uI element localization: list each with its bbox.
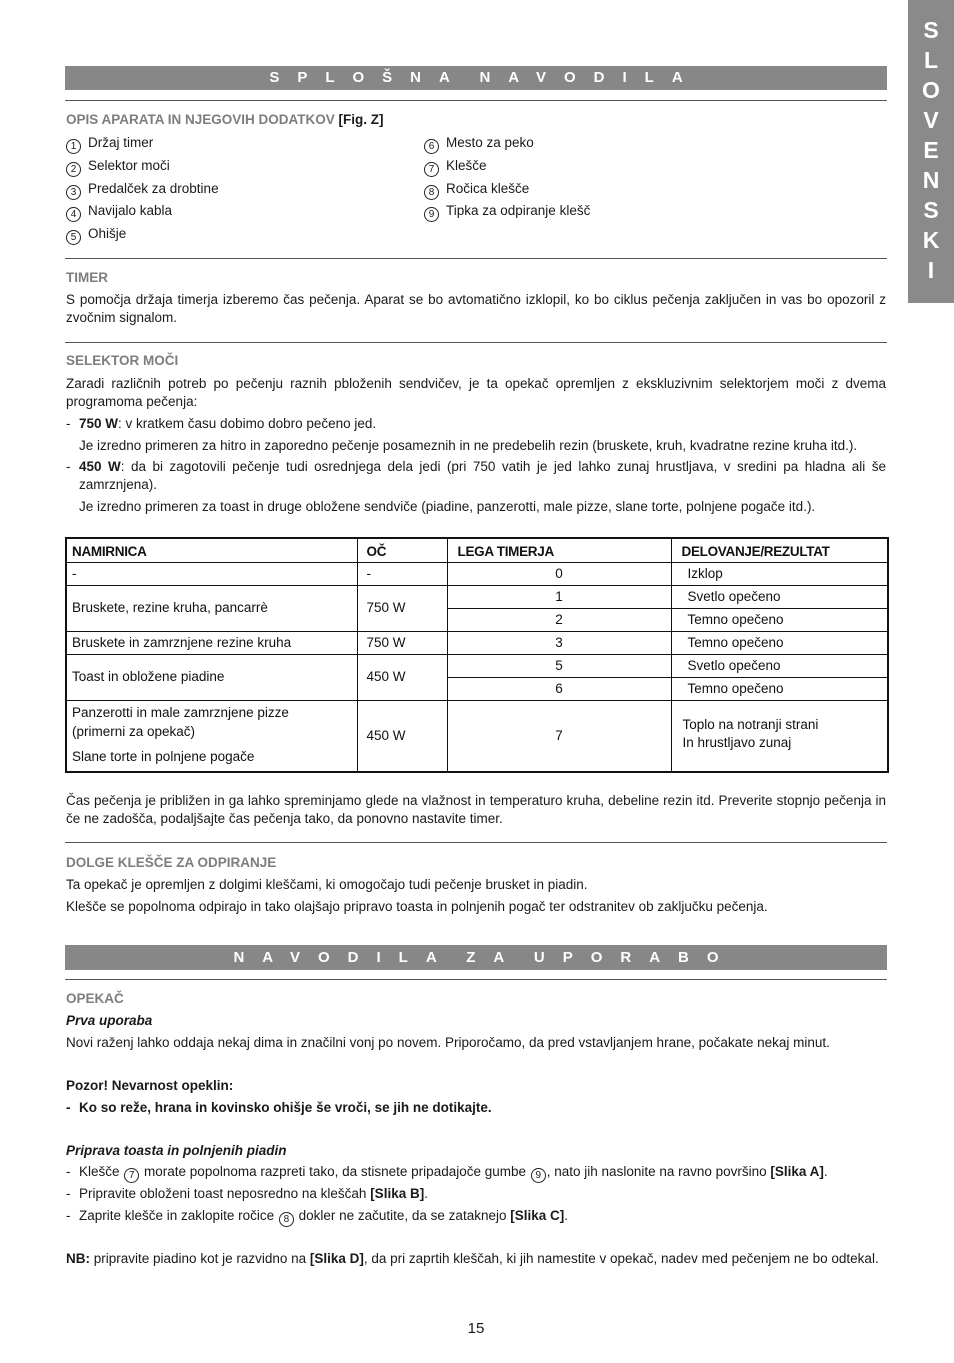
food-cell: Toast in obložene piadine — [66, 654, 357, 700]
power-option-750 — [66, 415, 886, 433]
warning-item — [66, 1099, 886, 1117]
step-text: Klešče — [79, 1164, 124, 1179]
part-item — [424, 155, 590, 178]
food-line: (primerni za opekač) — [72, 723, 196, 739]
bullet-dash: - — [66, 1186, 71, 1201]
part-item — [66, 132, 219, 155]
section-divider — [65, 258, 887, 259]
part-item — [424, 200, 590, 223]
part-label: Držaj timer — [88, 135, 154, 150]
parts-list-left — [66, 132, 219, 246]
part-label: Navijalo kabla — [88, 203, 173, 219]
figure-reference: [Slika A] — [770, 1164, 824, 1179]
column-header-result: DELOVANJE/REZULTAT — [671, 538, 888, 562]
timer-position-cell: 6 — [447, 677, 671, 700]
part-item — [424, 132, 590, 155]
food-cell: - — [66, 562, 357, 585]
column-header-timer-position: LEGA TIMERJA — [447, 538, 671, 562]
bullet-dash: - — [66, 1208, 71, 1223]
part-label: Selektor moči — [88, 157, 170, 173]
warning-title: Pozor! Nevarnost opeklin: — [66, 1078, 234, 1093]
part-number-badge: 9 — [531, 1168, 546, 1183]
tongs-text-line: Klešče se popolnoma odpirajo in tako olajšajo pripravo toasta in polnjenih pogač ter odstranitev ob zaključku pečenja. — [66, 899, 768, 914]
toaster-heading: OPEKAČ — [66, 991, 124, 1006]
power-cell: 450 W — [357, 654, 447, 700]
section-divider — [65, 842, 887, 843]
power-cell: - — [357, 562, 447, 585]
table-row — [66, 654, 888, 677]
note-label: NB: — [66, 1251, 90, 1266]
part-label: Mesto za peko — [446, 135, 534, 150]
section-divider — [65, 342, 887, 343]
table-header-row — [66, 538, 888, 562]
section-title-general: SPLOŠNA NAVODILA — [65, 66, 887, 90]
column-header-food: NAMIRNICA — [66, 538, 357, 562]
part-label: Tipka za odpiranje klešč — [446, 203, 591, 219]
note-text: , da pri zaprtih kleščah, ki jih namestite v opekač, nadev med pečenjem ne bo odtekal. — [363, 1251, 879, 1266]
language-tab-letter: S — [923, 17, 939, 43]
step-text: Zaprite klešče in zaklopite ročice — [79, 1208, 278, 1223]
power-cell: 450 W — [357, 700, 447, 772]
figure-reference: [Slika D] — [309, 1251, 364, 1266]
part-number-badge: 5 — [66, 230, 81, 245]
power-cell: 750 W — [357, 631, 447, 654]
table-row — [66, 631, 888, 654]
figure-reference: [Fig. Z] — [338, 112, 384, 127]
timer-position-cell: 5 — [447, 654, 671, 677]
section-title-usage: NAVODILA ZA UPORABO — [65, 945, 887, 970]
result-cell: Svetlo opečeno — [671, 654, 888, 677]
food-cell: Bruskete in zamrznjene rezine kruha — [66, 631, 357, 654]
part-label: Klešče — [446, 157, 487, 173]
first-use-text: Novi raženj lahko oddaja nekaj dima in značilni vonj po novem. Priporočamo, da pred vstavljanjem hrane, počakate nekaj minut. — [66, 1035, 830, 1050]
part-item — [424, 178, 590, 201]
part-number-badge: 7 — [424, 162, 439, 177]
result-cell: Temno opečeno — [671, 631, 888, 654]
table-row — [66, 585, 888, 608]
power-option-note: Je izredno primeren za toast in druge obložene sendviče (piadine, panzerotti, male pizze, slane torte, polnjene pogače itd.). — [79, 499, 816, 514]
figure-reference: [Slika C] — [510, 1208, 565, 1223]
part-item — [66, 223, 219, 246]
power-selector-heading: SELEKTOR MOČI — [66, 353, 179, 368]
part-number-badge: 9 — [424, 207, 439, 222]
part-number-badge: 7 — [124, 1168, 139, 1183]
bullet-dash: - — [66, 416, 71, 431]
preparation-step — [66, 1163, 886, 1183]
part-label: Ročica klešče — [446, 180, 530, 196]
description-heading — [66, 111, 886, 129]
part-label: Predalček za drobtine — [88, 180, 219, 196]
power-description: : v kratkem času dobimo dobro pečeno jed. — [118, 416, 377, 431]
preparation-step — [66, 1185, 886, 1203]
part-item — [66, 178, 219, 201]
power-value: 750 W — [79, 416, 119, 431]
step-text: . — [564, 1208, 569, 1223]
part-number-badge: 3 — [66, 185, 81, 200]
bullet-dash: - — [66, 1100, 71, 1115]
tongs-text-line: Ta opekač je opremljen z dolgimi kleščami, ki omogočajo tudi pečenje brusket in piadin. — [66, 877, 588, 892]
step-text: dokler ne začutite, da se zataknejo — [294, 1208, 511, 1223]
food-cell: Bruskete, rezine kruha, pancarrè — [66, 585, 357, 631]
figure-reference: [Slika B] — [370, 1186, 425, 1201]
power-cell: 750 W — [357, 585, 447, 631]
part-label: Ohišje — [88, 226, 127, 241]
part-number-badge: 6 — [424, 139, 439, 154]
power-value: 450 W — [79, 459, 121, 474]
part-item — [66, 200, 219, 223]
timer-position-cell: 1 — [447, 585, 671, 608]
result-cell: Temno opečeno — [671, 677, 888, 700]
part-number-badge: 1 — [66, 139, 81, 154]
table-row — [66, 562, 888, 585]
food-cell — [66, 700, 357, 772]
warning-text: Ko so reže, hrana in kovinsko ohišje še vroči, se jih ne dotikajte. — [79, 1100, 492, 1115]
result-cell: Temno opečeno — [671, 608, 888, 631]
timer-position-cell: 2 — [447, 608, 671, 631]
note-paragraph — [66, 1250, 886, 1268]
power-option-note: Je izredno primeren za hitro in zaporedno pečenje posameznih in ne predebelih rezin (bruskete, kruh, kvadratne rezine kruha itd.). — [79, 438, 858, 453]
part-number-badge: 8 — [424, 185, 439, 200]
language-tab-letter: I — [927, 257, 935, 283]
step-text: . — [823, 1164, 828, 1179]
timer-heading: TIMER — [66, 270, 108, 285]
section-divider — [65, 100, 887, 101]
cooking-settings-table — [65, 537, 889, 773]
language-tab-letter: S — [923, 197, 939, 223]
result-line: Toplo na notranji strani — [682, 716, 819, 732]
timer-text: S pomočja držaja timerja izberemo čas pečenja. Aparat se bo avtomatično izklopil, ko bo ciklus pečenja zaključen in vas bo opozoril z zvočnim signalom. — [66, 292, 886, 325]
language-tab-letter: K — [922, 227, 940, 253]
table-note: Čas pečenja je približen in ga lahko spreminjamo glede na vlažnost in temperaturo kruha, debeline rezin itd. Preverite stopnjo pečenja in če ne zadošča, podaljšajte čas pečenja tako, da ponovno nastavite timer. — [66, 793, 886, 826]
step-text: . — [424, 1186, 428, 1201]
part-number-badge: 4 — [66, 207, 81, 222]
preparation-step — [66, 1207, 886, 1227]
power-description: : da bi zagotovili pečenje tudi osrednjega dela jedi (pri 750 vatih je jed lahko zunaj hrustljava, v sredini pa hladna ali še zamrznjena). — [79, 459, 886, 492]
part-item — [66, 155, 219, 178]
section-divider — [65, 979, 887, 980]
bullet-dash: - — [66, 1164, 71, 1179]
result-cell: Svetlo opečeno — [671, 585, 888, 608]
page-number: 15 — [467, 1320, 485, 1337]
step-text: , nato jih naslonite na ravno površino — [546, 1164, 771, 1179]
result-cell: Izklop — [671, 562, 888, 585]
food-line: Panzerotti in male zamrznjene pizze — [72, 704, 289, 720]
result-line: In hrustljavo zunaj — [682, 734, 792, 750]
language-tab-letter: L — [923, 47, 939, 73]
note-text: pripravite piadino kot je razvidno na — [90, 1251, 310, 1266]
language-tab-letter: E — [923, 137, 939, 163]
result-cell — [671, 700, 888, 772]
part-number-badge: 2 — [66, 162, 81, 177]
timer-position-cell: 3 — [447, 631, 671, 654]
preparation-subheading: Priprava toasta in polnjenih piadin — [66, 1143, 287, 1158]
language-tab-letter: O — [922, 77, 940, 103]
parts-list-right — [424, 132, 590, 223]
language-tab-letter: V — [923, 107, 939, 133]
table-row — [66, 700, 888, 772]
food-line: Slane torte in polnjene pogače — [72, 748, 255, 764]
timer-position-cell: 7 — [447, 700, 671, 772]
first-use-subheading: Prva uporaba — [66, 1013, 153, 1028]
step-text: Pripravite obloženi toast neposredno na kleščah — [79, 1186, 371, 1201]
column-header-power: OČ — [357, 538, 447, 562]
description-heading-text: OPIS APARATA IN NJEGOVIH DODATKOV — [66, 112, 335, 127]
language-tab — [908, 0, 954, 303]
tongs-heading: DOLGE KLEŠČE ZA ODPIRANJE — [66, 855, 277, 870]
timer-position-cell: 0 — [447, 562, 671, 585]
bullet-dash: - — [66, 459, 71, 474]
power-selector-intro: Zaradi različnih potreb po pečenju raznih pbloženih sendvičev, je ta opekač opremljen z ekskluzivnim selektorjem moči z dvema programoma pečenja: — [66, 376, 886, 409]
power-option-450 — [66, 458, 886, 494]
language-tab-letter: N — [922, 167, 940, 193]
part-number-badge: 8 — [279, 1212, 294, 1227]
step-text: morate popolnoma razpreti tako, da stisnete pripadajoče gumbe — [140, 1164, 530, 1179]
